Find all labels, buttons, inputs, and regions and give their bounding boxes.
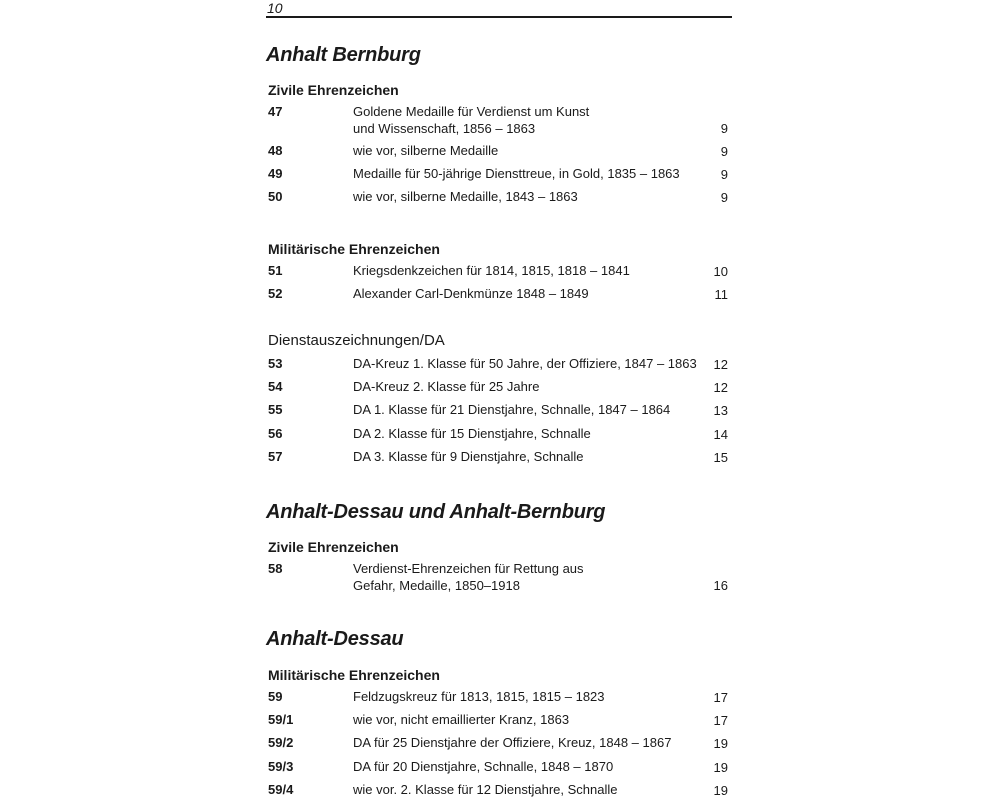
list-item	[268, 379, 730, 396]
entry-number: 57	[268, 449, 283, 464]
entry-description: DA-Kreuz 2. Klasse für 25 Jahre	[353, 379, 540, 394]
list-item	[268, 712, 730, 729]
subheading-militaerische-ehrenzeichen: Militärische Ehrenzeichen	[268, 241, 440, 257]
entry-description: wie vor, silberne Medaille	[353, 143, 499, 158]
list-item	[268, 759, 730, 776]
entry-description: Goldene Medaille für Verdienst um Kunst und Wissenschaft, 1856 – 1863	[353, 104, 590, 136]
entry-description: Verdienst-Ehrenzeichen für Rettung aus Gefahr, Medaille, 1850–1918	[353, 561, 584, 593]
entry-description: wie vor, nicht emaillierter Kranz, 1863	[353, 712, 570, 727]
entry-number: 59/4	[268, 782, 294, 797]
entry-description: Medaille für 50-jährige Diensttreue, in Gold, 1835 – 1863	[353, 166, 680, 181]
entry-number: 49	[268, 166, 283, 181]
list-item	[268, 263, 730, 280]
entry-page: 9	[720, 120, 728, 136]
entry-page: 9	[720, 189, 728, 205]
entry-page: 14	[713, 426, 728, 442]
section-title-anhalt-dessau: Anhalt-Dessau	[266, 628, 404, 650]
entry-page: 9	[720, 166, 728, 182]
list-item	[268, 735, 730, 752]
entry-number: 59/1	[268, 712, 294, 727]
entry-number: 58	[268, 561, 283, 576]
entry-description: Feldzugskreuz für 1813, 1815, 1815 – 1823	[353, 689, 605, 704]
header-rule	[266, 16, 732, 18]
list-item	[268, 189, 730, 206]
entry-page: 19	[713, 759, 728, 775]
entry-number: 55	[268, 402, 283, 417]
entry-description: DA 2. Klasse für 15 Dienstjahre, Schnalle	[353, 426, 591, 441]
list-item	[268, 782, 730, 799]
entry-number: 54	[268, 379, 283, 394]
list-item	[268, 356, 730, 373]
list-item	[268, 286, 730, 303]
entry-description: DA für 20 Dienstjahre, Schnalle, 1848 – 1870	[353, 759, 614, 774]
entry-page: 15	[713, 449, 728, 465]
section-title-anhalt-dessau-und-bernburg: Anhalt-Dessau und Anhalt-Bernburg	[266, 501, 606, 523]
entry-number: 56	[268, 426, 283, 441]
entry-description: wie vor. 2. Klasse für 12 Dienstjahre, Schnalle	[353, 782, 618, 797]
list-item	[268, 143, 730, 160]
entry-number: 59	[268, 689, 283, 704]
entry-page: 13	[713, 402, 728, 418]
entry-page: 12	[713, 356, 728, 372]
entry-page: 19	[713, 782, 728, 798]
section-title-anhalt-bernburg: Anhalt Bernburg	[266, 44, 421, 66]
subheading-militaerische-ehrenzeichen: Militärische Ehrenzeichen	[268, 667, 440, 683]
entry-number: 50	[268, 189, 283, 204]
entry-number: 48	[268, 143, 283, 158]
subheading-dienstauszeichnungen: Dienstauszeichnungen/DA	[268, 332, 445, 349]
entry-page: 10	[713, 263, 728, 279]
entry-page: 16	[713, 577, 728, 593]
entry-number: 59/2	[268, 735, 294, 750]
entry-page: 11	[714, 286, 728, 302]
list-item	[268, 449, 730, 466]
page-number: 10	[267, 0, 283, 16]
subheading-zivile-ehrenzeichen: Zivile Ehrenzeichen	[268, 539, 399, 555]
entry-number: 51	[268, 263, 283, 278]
entry-description: Alexander Carl-Denkmünze 1848 – 1849	[353, 286, 589, 301]
entry-description: Kriegsdenkzeichen für 1814, 1815, 1818 – 1841	[353, 263, 630, 278]
entry-number: 47	[268, 104, 283, 119]
list-item	[268, 104, 730, 137]
subheading-zivile-ehrenzeichen: Zivile Ehrenzeichen	[268, 82, 399, 98]
entry-number: 52	[268, 286, 283, 301]
entry-description: DA 1. Klasse für 21 Dienstjahre, Schnalle, 1847 – 1864	[353, 402, 671, 417]
entry-page: 19	[713, 735, 728, 751]
entry-description: DA-Kreuz 1. Klasse für 50 Jahre, der Offiziere, 1847 – 1863	[353, 356, 697, 371]
entry-page: 12	[713, 379, 728, 395]
list-item	[268, 426, 730, 443]
list-item	[268, 689, 730, 706]
entry-number: 59/3	[268, 759, 294, 774]
list-item	[268, 166, 730, 183]
entry-page: 17	[713, 689, 728, 705]
entry-description: DA für 25 Dienstjahre der Offiziere, Kreuz, 1848 – 1867	[353, 735, 672, 750]
list-item	[268, 561, 730, 594]
list-item	[268, 402, 730, 419]
entry-description: DA 3. Klasse für 9 Dienstjahre, Schnalle	[353, 449, 584, 464]
entry-number: 53	[268, 356, 283, 371]
entry-description: wie vor, silberne Medaille, 1843 – 1863	[353, 189, 578, 204]
entry-page: 17	[713, 712, 728, 728]
entry-page: 9	[720, 143, 728, 159]
